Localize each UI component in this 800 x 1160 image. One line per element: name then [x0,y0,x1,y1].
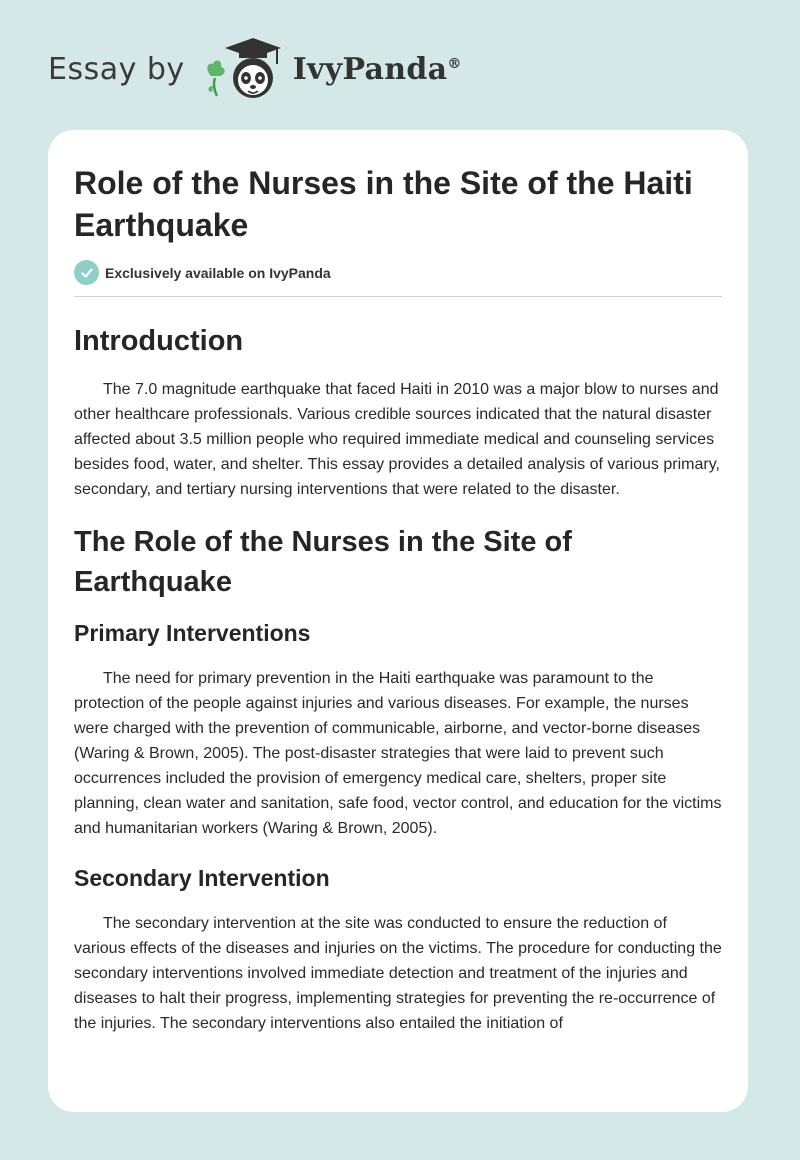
subsection-heading: Primary Interventions [74,620,311,646]
exclusive-label: Exclusively available on IvyPanda [105,264,331,281]
section-heading: Introduction [74,325,244,357]
paragraph: The need for primary prevention in the Haiti earthquake was paramount to the protection of the people against injuries and various diseases. For example, the nurses were charged with the prevention of communicable, airborne, and vector-borne diseases (Waring & Brown, 2005). The post-disaster strategies that were laid to prevent such occurrences included the provision of emergency medical care, shelters, proper site planning, clean water and sanitation, safe food, vector control, and education for the victims and humanitarian workers (Waring & Brown, 2005). [74,670,722,837]
essay-by-label: Essay by [48,51,185,87]
section-heading: The Role of the Nurses in the Site of Earthquake [74,526,572,598]
page-title: Role of the Nurses in the Site of the Haiti Earthquake [74,165,693,243]
exclusive-badge [74,260,722,297]
paragraph: The secondary intervention at the site was conducted to ensure the reduction of various effects of the diseases and injuries on the victims. The procedure for conducting the secondary interventions involved immediate detection and treatment of the injuries and diseases to halt their progress, implementing strategies for preventing the re-occurrence of the injuries. The secondary interventions also entailed the initiation of [74,915,722,1032]
essay-card [48,130,748,1112]
check-icon [74,260,99,285]
brand-name: IvyPanda® [292,51,462,87]
subsection-heading: Secondary Intervention [74,865,330,891]
panda-graduate-icon [201,34,287,104]
paragraph: The 7.0 magnitude earthquake that faced Haiti in 2010 was a major blow to nurses and other healthcare professionals. Various credible sources indicated that the natural disaster affected about 3.5 million people who required immediate medical and counseling services besides food, water, and shelter. This essay provides a detailed analysis of various primary, secondary, and tertiary nursing interventions that were related to the disaster. [74,381,720,498]
site-header [48,34,462,104]
registered-mark: ® [447,55,462,72]
ivypanda-logo[interactable] [201,34,462,104]
